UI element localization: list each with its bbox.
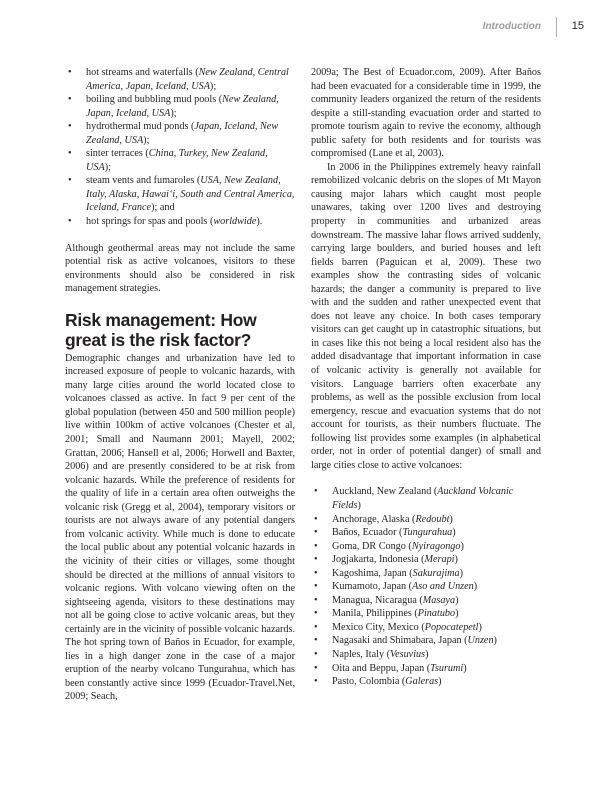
list-item: • Jogjakarta, Indonesia (Merapi) xyxy=(311,553,541,567)
list-item: • Anchorage, Alaska (Redoubt) xyxy=(311,513,541,527)
list-item: • Kumamoto, Japan (Aso and Unzen) xyxy=(311,580,541,594)
list-item: • boiling and bubbling mud pools (New Zealand, Japan, Iceland, USA); xyxy=(65,93,295,120)
list-item: • Nagasaki and Shimabara, Japan (Unzen) xyxy=(311,634,541,648)
paragraph: In 2006 in the Philippines extremely heavy rainfall remobilized volcanic debris on the slopes of Mt Mayon causing major lahars which caught most people unawares, taking over 1200 lives and destroying property in communities and urbanized areas downstream. The massive lahar flows arrived suddenly, carrying large boulders, and buried houses and left fields barren (Paguican et al, 2009). These two examples show the contrasting sides of volcanic hazards; the danger a community is prepared to live with and the sudden and rather unexpected event that does not leave any choice. In both cases temporary visitors can get caught up in catastrophic situations, but in cases like this not being a local resident also has the added disadvantage that important information in case of volcanic activity is generally not available for visitors. Language barriers often exacerbate any problems, as well as the possible exclusion from local emergency, rescue and evacuation systems that do not account for tourists, as their numbers fluctuate. The following list provides some examples (in alphabetical order, not in order of potential danger) of small and large cities close to active volcanoes: xyxy=(311,161,541,471)
paragraph: Although geothermal areas may not include the same potential risk as active volcanoes, visitors to these environments should also be considered in risk management strategies. xyxy=(65,242,295,295)
running-head-section: Introduction xyxy=(482,21,541,32)
list-item: • Naples, Italy (Vesuvius) xyxy=(311,648,541,662)
cities-list xyxy=(311,485,541,688)
running-head-divider xyxy=(556,17,558,37)
geothermal-features-list xyxy=(65,66,295,229)
list-item: • hydrothermal mud ponds (Japan, Iceland, New Zealand, USA); xyxy=(65,120,295,147)
left-column xyxy=(65,66,295,704)
list-item: • Baños, Ecuador (Tungurahua) xyxy=(311,526,541,540)
list-item: • Pasto, Colombia (Galeras) xyxy=(311,675,541,689)
running-head xyxy=(0,17,613,39)
list-item: • Auckland, New Zealand (Auckland Volcanic Fields) xyxy=(311,485,541,512)
section-heading: Risk management: How great is the risk factor? xyxy=(65,309,257,350)
list-item: • steam vents and fumaroles (USA, New Zealand, Italy, Alaska, Hawai‘i, South and Central America, Iceland, France); and xyxy=(65,174,295,215)
list-item: • Kagoshima, Japan (Sakurajima) xyxy=(311,567,541,581)
list-item: • Oita and Beppu, Japan (Tsurumi) xyxy=(311,662,541,676)
right-column xyxy=(311,66,541,689)
list-item: • Managua, Nicaragua (Masaya) xyxy=(311,594,541,608)
list-item: • hot springs for spas and pools (worldwide). xyxy=(65,215,295,229)
list-item: • Mexico City, Mexico (Popocatepetl) xyxy=(311,621,541,635)
list-item: • sinter terraces (China, Turkey, New Zealand, USA); xyxy=(65,147,295,174)
list-item: • Goma, DR Congo (Nyiragongo) xyxy=(311,540,541,554)
page-number: 15 xyxy=(571,20,584,32)
paragraph: Demographic changes and urbanization have led to increased exposure of people to volcanic hazards, with many large cities around the world located close to volcanoes classed as active. In fact 9 per cent of the global population (between 450 and 500 million people) live within 100km of active volcanoes (Chester et al, 2001; Small and Naumann 2001; Mayell, 2002; Grattan, 2006; Hansell et al, 2006; Horwell and Baxter, 2006) and are presently considered to be at risk from volcanic hazards. While the preference of residents for the quality of life in a certain area often outweighs the volcanic risk (Gregg et al, 2004), temporary visitors or tourists are not always aware of any potential dangers from volcanic activity. While much is done to educate the local public about any potential volcanic hazards in the vicinity of their cities or villages, some thought should be directed at the millions of annual visitors to volcanic regions. With volcano viewing often on the sightseeing agenda, visitors to these destinations may not all be going close to active volcanic areas, but they certainly are in the vicinity of possible volcanic hazards. The hot spring town of Baños in Ecuador, for example, lies in a high danger zone in the case of a major eruption of the nearby volcano Tungurahua, which has been constantly active since 1999 (Ecuador-Travel.Net, 2009; Seach, xyxy=(65,352,295,703)
paragraph: 2009a; The Best of Ecuador.com, 2009). After Baños had been evacuated for a considerable time in 1999, the community leaders organized the return of the residents despite a still-standing evacuation order and started to promote tourism again to revive the economy, although public safety for both residents and for tourists was compromised (Lane et al, 2003). xyxy=(311,67,541,160)
list-item: • Manila, Philippines (Pinatubo) xyxy=(311,607,541,621)
list-item: • hot streams and waterfalls (New Zealand, Central America, Japan, Iceland, USA); xyxy=(65,66,295,93)
